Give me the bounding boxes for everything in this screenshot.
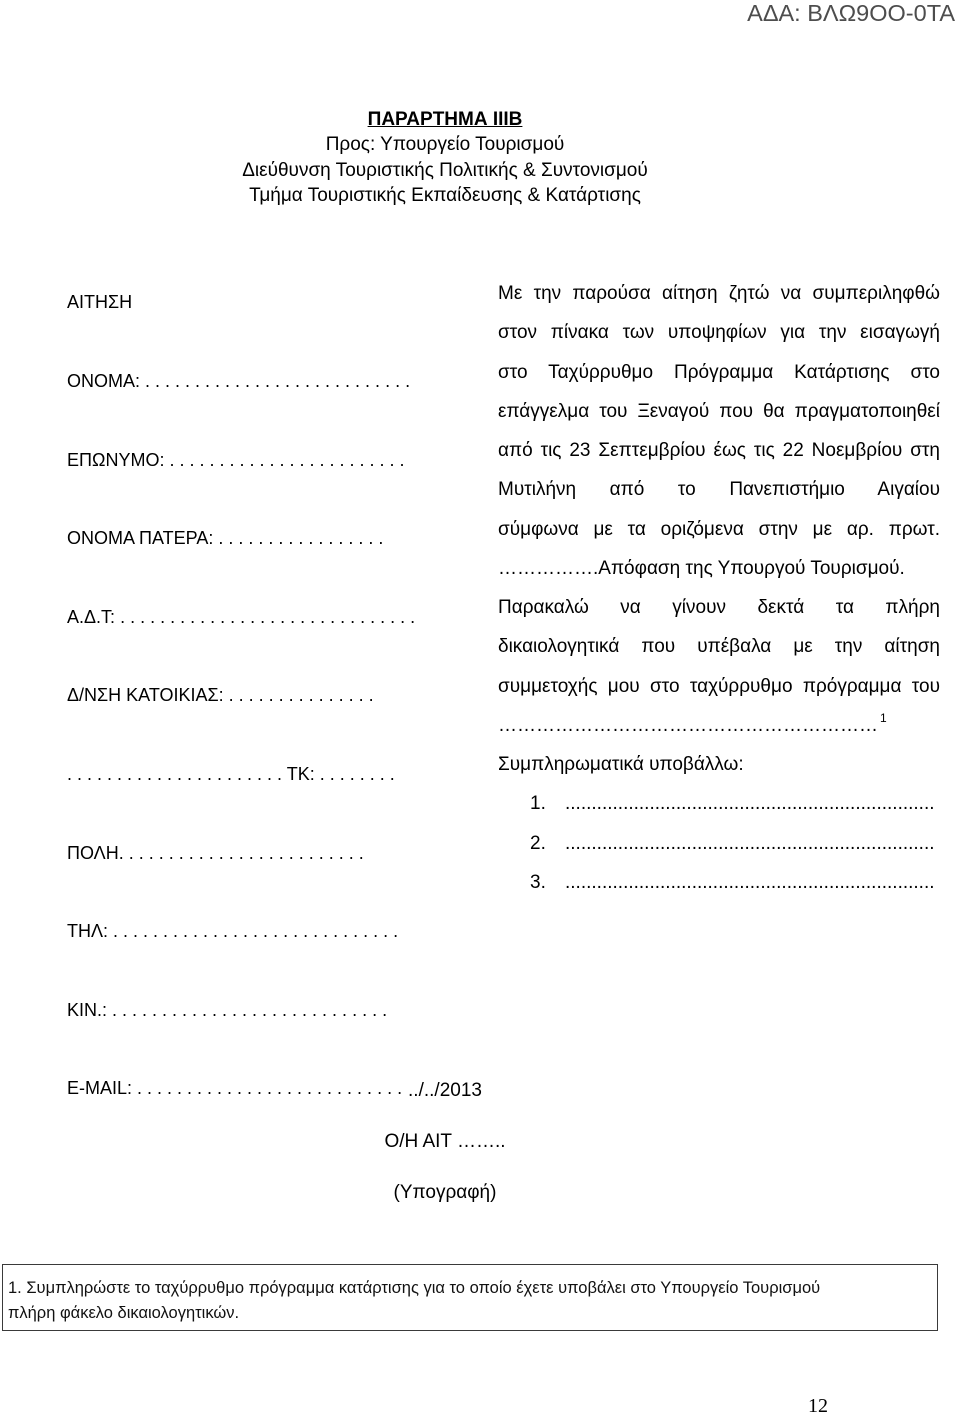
request-text <box>498 274 940 902</box>
request-line: από τις 23 Σεπτεμβρίου έως τις 22 Νοεμβρίου στη <box>498 440 940 461</box>
request-line: Μυτιλήνη από το Πανεπιστήμιο Αιγαίου <box>498 479 940 501</box>
field-label: ΟΝΟΜΑ: <box>67 371 141 391</box>
supplement-item <box>498 863 940 902</box>
postcode-label: ΤΚ: <box>286 763 315 784</box>
department-line: Τμήμα Τουριστικής Εκπαίδευσης & Κατάρτισης <box>249 184 641 206</box>
field-blank: . . . . . . . . . . . . . . . . . . . . . . . . . . . . . . <box>115 606 416 627</box>
field-label: Δ/ΝΣΗ ΚΑΤΟΙΚΙΑΣ: <box>67 685 224 706</box>
request-line: στον πίνακα των υποψηφίων για την εισαγωγή <box>498 322 940 344</box>
request-line: στο Ταχύρρυθμο Πρόγραμμα Κατάρτισης στο <box>498 361 940 383</box>
signature-label: (Υπογραφή) <box>393 1181 497 1203</box>
field-label: Α.Δ.Τ: <box>67 606 116 627</box>
item-number: 2. <box>530 832 546 854</box>
field-label: ΚΙΝ.: <box>67 999 108 1020</box>
field-blank: . . . . . . . . . . . . . . . . . . . . . . . . . . . <box>132 1078 403 1099</box>
field-label: E-MAIL: <box>67 1078 133 1099</box>
footnote-line: 1. Συμπληρώστε το ταχύρρυθμο πρόγραμμα κατάρτισης για το οποίο έχετε υποβάλει στο Υπουργείο Τουρισμού <box>8 1278 821 1297</box>
signature-block <box>0 1065 890 1218</box>
request-line: Με την παρούσα αίτηση ζητώ να συμπεριληφθώ <box>498 283 940 304</box>
postcode-blank: . . . . . . . . <box>314 763 395 784</box>
recipient-line: Προς: Υπουργείο Τουρισμού <box>325 134 565 156</box>
application-title: ΑΙΤΗΣΗ <box>67 292 133 313</box>
request-line: δικαιολογητικά που υπέβαλα με την αίτηση <box>498 636 940 658</box>
field-blank: . . . . . . . . . . . . . . . . . . . . . . . . . <box>118 842 364 863</box>
date-line: ../../2013 <box>408 1079 482 1101</box>
field-blank: . . . . . . . . . . . . . . . . . . . . . . . . . . . <box>140 371 411 391</box>
supplements-title: Συμπληρωματικά υποβάλλω: <box>498 754 744 775</box>
footnote-line: πλήρη φάκελο δικαιολογητικών. <box>8 1303 240 1322</box>
item-blank: ...................................................................... <box>565 832 935 854</box>
request-line-program-blank <box>498 706 940 745</box>
program-blank: …………………………………………………… <box>498 714 878 736</box>
item-number: 3. <box>530 871 546 893</box>
item-blank: ...................................................................... <box>565 793 935 815</box>
field-phone <box>67 918 415 944</box>
request-line: σύμφωνα με τα οριζόμενα στην με αρ. πρωτ. <box>498 518 940 540</box>
supplement-item <box>498 824 940 863</box>
field-blank: . . . . . . . . . . . . . . . . . . . . . . . . . . . . . <box>108 921 399 942</box>
field-blank: . . . . . . . . . . . . . . . . . . . . . . . . . . . . <box>107 999 388 1020</box>
field-id-card <box>67 604 415 630</box>
field-surname <box>67 447 415 473</box>
field-label: ΠΟΛΗ <box>67 842 119 863</box>
item-number: 1. <box>530 793 546 815</box>
field-city <box>67 840 415 866</box>
directorate-line: Διεύθυνση Τουριστικής Πολιτικής & Συντονισμού <box>242 159 648 181</box>
applicant-details <box>67 237 415 1128</box>
field-label: ΤΗΛ: <box>67 921 109 942</box>
request-line: συμμετοχής μου στο ταχύρρυθμο πρόγραμμα του <box>498 675 940 697</box>
footnote-box <box>2 1264 938 1331</box>
field-name <box>67 368 415 394</box>
annex-title: ΠΑΡΑΡΤΗΜΑ ΙΙΙΒ <box>367 109 523 130</box>
field-blank: . . . . . . . . . . . . . . . . . <box>213 528 384 549</box>
request-line: επάγγελμα του Ξεναγού που θα πραγματοποιηθεί <box>498 400 940 422</box>
field-blank: . . . . . . . . . . . . . . . . . . . . . . . . <box>164 449 405 470</box>
request-line: …………….Απόφαση της Υπουργού Τουρισμού. <box>498 557 905 579</box>
field-label: ΟΝΟΜΑ ΠΑΤΕΡΑ: <box>67 528 214 549</box>
field-father-name <box>67 525 415 551</box>
annex-header <box>0 107 890 208</box>
field-address <box>67 682 415 708</box>
field-blank: . . . . . . . . . . . . . . . <box>223 685 374 706</box>
field-address-cont <box>67 761 415 787</box>
field-label: ΕΠΩΝΥΜΟ: <box>67 449 165 470</box>
supplement-item <box>498 784 940 823</box>
field-blank: . . . . . . . . . . . . . . . . . . . . . . <box>67 763 287 784</box>
footnote-reference: 1 <box>880 710 887 725</box>
page-number: 12 <box>808 1395 828 1417</box>
ada-stamp: ΑΔΑ: ΒΛΩ9ΟΟ-0ΤΑ <box>747 0 955 26</box>
field-mobile <box>67 997 415 1023</box>
request-line: Παρακαλώ να γίνουν δεκτά τα πλήρη <box>498 597 940 618</box>
applicant-line: Ο/Η ΑΙΤ …….. <box>384 1130 506 1152</box>
item-blank: ...................................................................... <box>565 871 935 893</box>
